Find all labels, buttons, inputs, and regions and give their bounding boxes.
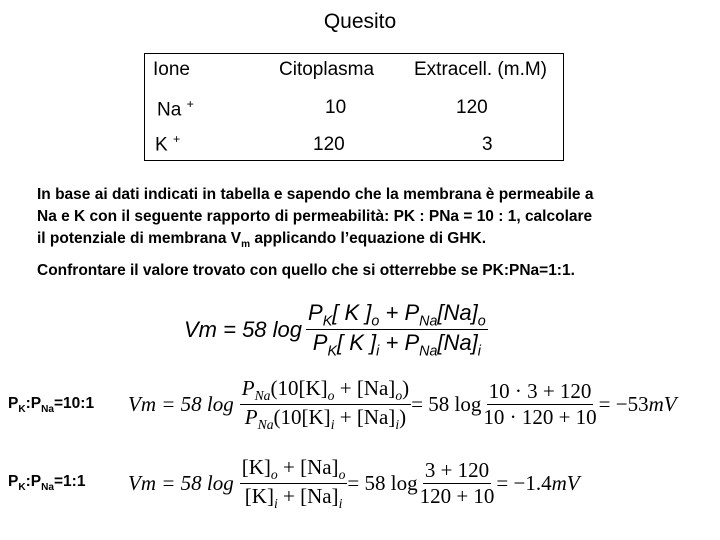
problem-statement [37,184,697,256]
ion-table [144,53,564,161]
case1-result: = −53 [598,392,649,417]
ghk-lhs: Vm = 58 log [184,316,303,342]
comparison-question: Confrontare il valore trovato con quello che si otterrebbe se PK:PNa=1:1. [37,262,575,279]
case2-mid: = 58 log [347,471,418,496]
table-cell-na-extra: 120 [456,97,488,118]
case2-numerator: $[K]_o + [Na]_o$ [241,455,346,483]
case1-numeric-fraction [481,379,598,430]
case2-numeric-denominator: 120 + 10 [419,484,495,509]
table-header-ion: Ione [153,59,190,80]
ghk-numerator: $P_K$[ K ]$_o + P_{Na}[Na]_o$ [308,300,486,330]
case1-numeric-numerator: 10 · 3 + 120 [488,379,592,404]
case2-label: $P_K:P_{Na}=1:1$ [8,473,86,494]
case2-equation [128,455,580,512]
table-cell-k-cyto: 120 [313,134,345,155]
case1-numeric-denominator: 10 · 120 + 10 [483,405,597,430]
table-cell-na-cyto: 10 [325,97,347,118]
case1-numerator: $P_{Na}(10[K]_o + [Na]_o)$ [241,376,410,404]
ion-charge: + [172,132,181,146]
ghk-equation [184,300,488,360]
case1-label: $P_K:P_{Na}=10:1$ [8,395,95,416]
case2-denominator: $[K]_i + [Na]_i$ [244,484,343,512]
case2-fraction [240,455,348,512]
case1-denominator: $P_{Na}(10[K]_i + [Na]_i)$ [244,405,407,433]
ghk-fraction [306,300,488,360]
case2-result: = −1.4 [496,471,552,496]
case2-lhs: Vm = 58 log [128,471,234,496]
case2-numeric-fraction [418,458,497,509]
ion-name: Na [157,99,182,121]
table-header-cytoplasm: Citoplasma [279,59,375,80]
case1-fraction [240,376,411,433]
ghk-denominator: $P_K$[ K ]$_i + P_{Na}[Na]_i$ [312,330,481,360]
problem-line: il potenziale di membrana $V_m$ applicando l’equazione di GHK. [37,230,487,251]
table-header-extracellular: Extracell. (m.M) [414,59,547,80]
page-title: Quesito [323,10,397,33]
case1-lhs: Vm = 58 log [128,392,234,417]
case1-mid: = 58 log [411,392,482,417]
case1-equation [128,376,677,433]
table-cell-k-extra: 3 [482,134,493,155]
table-row-na-ion [157,97,194,121]
case1-unit: mV [648,392,677,417]
ion-charge: + [186,97,194,111]
table-row-k-ion [155,132,180,156]
case2-numeric-numerator: 3 + 120 [424,458,490,483]
problem-line: In base ai dati indicati in tabella e sapendo che la membrana è permeabile a [37,186,594,203]
ion-name: K [155,134,168,156]
case2-unit: mV [551,471,580,496]
problem-line: Na e K con il seguente rapporto di permeabilità: PK : PNa = 10 : 1, calcolare [37,208,593,225]
